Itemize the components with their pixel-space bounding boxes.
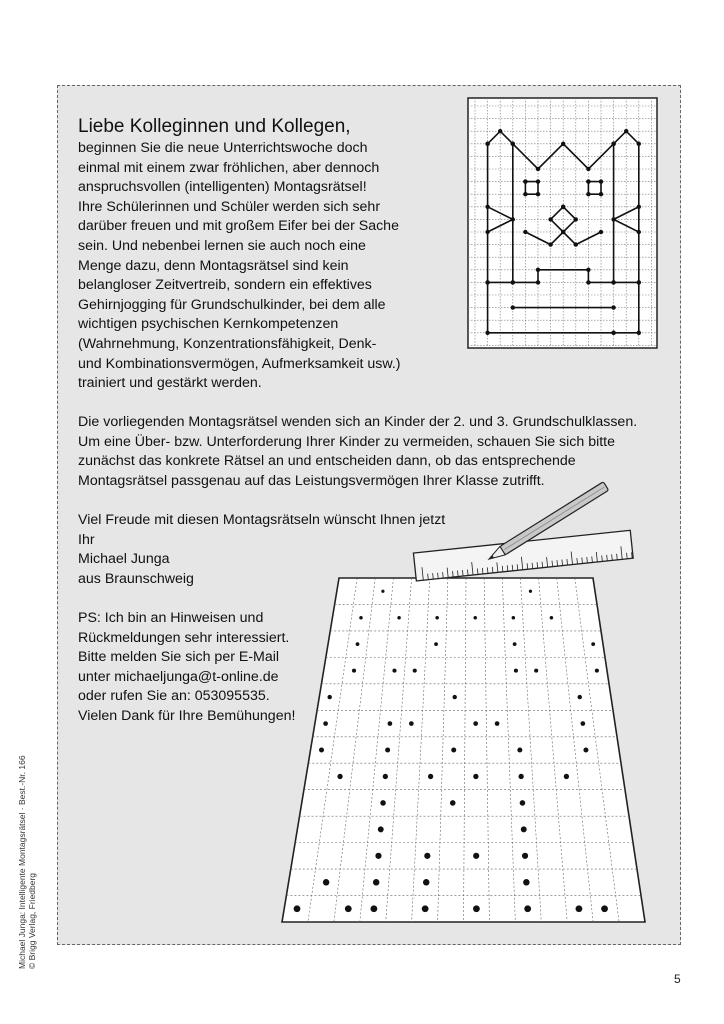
worksheet-dot <box>522 853 528 859</box>
worksheet-dot <box>352 669 356 673</box>
solution-dot <box>599 230 603 234</box>
worksheet-dot <box>473 616 477 620</box>
ps-line: Rückmeldungen sehr interessiert. <box>78 629 290 646</box>
solution-dot <box>611 305 615 309</box>
paragraph-line: Montagsrätsel passgenau auf das Leistungsvermögen Ihrer Klasse zutrifft. <box>78 472 545 489</box>
worksheet-dot <box>583 748 588 753</box>
contact-email: unter michaeljunga@t-online.de <box>78 668 279 685</box>
worksheet-dot <box>356 642 360 646</box>
solution-dot <box>586 192 590 196</box>
worksheet-dot <box>512 616 516 620</box>
worksheet-dot <box>385 748 390 753</box>
solution-dot <box>561 205 565 209</box>
solution-dot <box>536 268 540 272</box>
worksheet-dot <box>513 642 517 646</box>
credit-line: Michael Junga: Intelligente Montagsrätsel · Best.-Nr. 166 <box>17 755 27 969</box>
worksheet-dot <box>373 879 380 886</box>
worksheet-dot <box>381 590 384 593</box>
intro-line: trainiert und gestärkt werden. <box>78 375 262 392</box>
worksheet-dot <box>423 879 430 886</box>
solution-dot <box>485 205 489 209</box>
worksheet-dot <box>473 853 479 859</box>
solution-dot <box>485 230 489 234</box>
dot-grid-worksheet-illustration <box>282 578 645 922</box>
solution-dot <box>536 167 540 171</box>
worksheet-dot <box>383 774 388 779</box>
intro-line: wichtigen psychischen Kernkompetenzen <box>78 316 339 333</box>
solution-dot <box>536 179 540 183</box>
worksheet-dot <box>370 905 377 912</box>
worksheet-dot <box>580 721 585 726</box>
worksheet-dot <box>523 879 530 886</box>
ps-line: Vielen Dank für Ihre Bemühungen! <box>78 707 296 724</box>
intro-line: beginnen Sie die neue Unterrichtswoche doch <box>78 140 368 156</box>
credit-line: © Brigg Verlag, Friedberg <box>27 872 37 969</box>
worksheet-dot <box>337 774 342 779</box>
worksheet-dot <box>453 695 457 699</box>
solution-dot <box>561 142 565 146</box>
solution-dot <box>586 280 590 284</box>
solution-dot <box>485 142 489 146</box>
page-number: 5 <box>674 972 681 986</box>
solution-grid-illustration <box>468 98 657 348</box>
worksheet-dot <box>397 616 401 620</box>
solution-dot <box>611 217 615 221</box>
intro-line: sein. Und nebenbei lernen sie auch noch eine <box>78 237 366 254</box>
solution-dot <box>485 280 489 284</box>
worksheet-dot <box>424 853 430 859</box>
worksheet-dot <box>520 800 526 806</box>
worksheet-dot <box>473 774 478 779</box>
worksheet-dot <box>578 695 582 699</box>
author-city: aus Braunschweig <box>78 570 194 587</box>
solution-dot <box>485 331 489 335</box>
paragraph-line: Um eine Über- bzw. Unterforderung Ihrer Kinder zu vermeiden, schauen Sie sich bitte <box>78 433 616 450</box>
solution-dot <box>624 129 628 133</box>
worksheet-dot <box>576 905 583 912</box>
solution-dot <box>548 217 552 221</box>
worksheet-dot <box>388 721 393 726</box>
worksheet-dot <box>428 774 433 779</box>
worksheet-dot <box>392 669 396 673</box>
solution-dot <box>511 142 515 146</box>
worksheet-dot <box>413 669 417 673</box>
worksheet-dot <box>323 879 330 886</box>
worksheet-dot <box>601 905 608 912</box>
intro-line: anspruchsvollen (intelligenten) Montagsrätsel! <box>78 179 367 196</box>
intro-line: Gehirnjogging für Grundschulkinder, bei dem alle <box>78 296 386 313</box>
worksheet-dot <box>473 905 480 912</box>
solution-dot <box>611 280 615 284</box>
worksheet-dot <box>518 774 523 779</box>
intro-line: (Wahrnehmung, Konzentrationsfähigkeit, Denk- <box>78 335 377 352</box>
worksheet-dot <box>434 642 438 646</box>
ps-line: Bitte melden Sie sich per E-Mail <box>78 649 280 666</box>
solution-dot <box>599 192 603 196</box>
solution-dot <box>523 230 527 234</box>
worksheet-dot <box>517 748 522 753</box>
solution-dot <box>511 280 515 284</box>
worksheet-dot <box>319 748 324 753</box>
worksheet-dot <box>450 800 456 806</box>
solution-dot <box>586 179 590 183</box>
worksheet-dot <box>451 748 456 753</box>
solution-dot <box>586 268 590 272</box>
worksheet-dot <box>495 721 500 726</box>
solution-dot <box>536 280 540 284</box>
worksheet-dot <box>550 616 554 620</box>
worksheet-dot <box>435 616 439 620</box>
worksheet-dot <box>359 616 363 620</box>
worksheet-dot <box>524 905 531 912</box>
worksheet-sheet <box>282 578 645 922</box>
intro-line: belangloser Zeitvertreib, sondern ein effektives <box>78 277 372 294</box>
intro-line: darüber freuen und mit großem Eifer bei der Sache <box>78 218 399 235</box>
paragraph-line: zunächst das konkrete Rätsel an und entscheiden dann, ob das entsprechende <box>78 453 576 470</box>
worksheet-dot <box>591 642 595 646</box>
worksheet-dot <box>529 590 532 593</box>
author-name: Michael Junga <box>78 551 170 568</box>
worksheet-dot <box>534 669 538 673</box>
paragraph-line: Die vorliegenden Montagsrätsel wenden sich an Kinder der 2. und 3. Grundschulklassen. <box>78 414 638 430</box>
greeting-heading: Liebe Kolleginnen und Kollegen, <box>78 116 351 137</box>
solution-dot <box>637 331 641 335</box>
solution-dot <box>637 142 641 146</box>
solution-dot <box>637 205 641 209</box>
ps-line: PS: Ich bin an Hinweisen und <box>78 610 264 626</box>
solution-dot <box>586 167 590 171</box>
worksheet-dot <box>294 905 301 912</box>
worksheet-dot <box>375 853 381 859</box>
solution-dot <box>536 192 540 196</box>
solution-dot <box>611 331 615 335</box>
solution-dot <box>498 129 502 133</box>
solution-dot <box>548 242 552 246</box>
solution-dot <box>574 242 578 246</box>
worksheet-dot <box>378 826 384 832</box>
worksheet-dot <box>564 774 569 779</box>
solution-dot <box>511 305 515 309</box>
contact-phone: oder rufen Sie an: 053095535. <box>78 688 270 705</box>
intro-line: Menge dazu, denn Montagsrätsel sind kein <box>78 257 349 274</box>
solution-dot <box>511 217 515 221</box>
worksheet-dot <box>409 721 414 726</box>
worksheet-dot <box>345 905 352 912</box>
worksheet-dot <box>521 826 527 832</box>
worksheet-dot <box>595 669 599 673</box>
worksheet-dot <box>327 695 331 699</box>
worksheet-dot <box>323 721 328 726</box>
solution-dot <box>637 280 641 284</box>
worksheet-dot <box>514 669 518 673</box>
solution-dot <box>574 217 578 221</box>
closing-line: Ihr <box>78 531 95 548</box>
worksheet-dot <box>473 721 478 726</box>
solution-dot <box>611 142 615 146</box>
worksheet-dot <box>422 905 429 912</box>
publisher-credit <box>17 755 37 969</box>
solution-dot <box>637 230 641 234</box>
solution-dot <box>561 230 565 234</box>
intro-line: und Kombinationsvermögen, Aufmerksamkeit usw.) <box>78 355 401 372</box>
worksheet-dot <box>380 800 386 806</box>
solution-dot <box>599 179 603 183</box>
solution-dot <box>523 192 527 196</box>
solution-dot <box>523 179 527 183</box>
closing-line: Viel Freude mit diesen Montagsrätseln wünscht Ihnen jetzt <box>78 512 446 528</box>
intro-line: einmal mit einem zwar fröhlichen, aber dennoch <box>78 159 380 176</box>
intro-line: Ihre Schülerinnen und Schüler werden sich sehr <box>78 198 381 215</box>
